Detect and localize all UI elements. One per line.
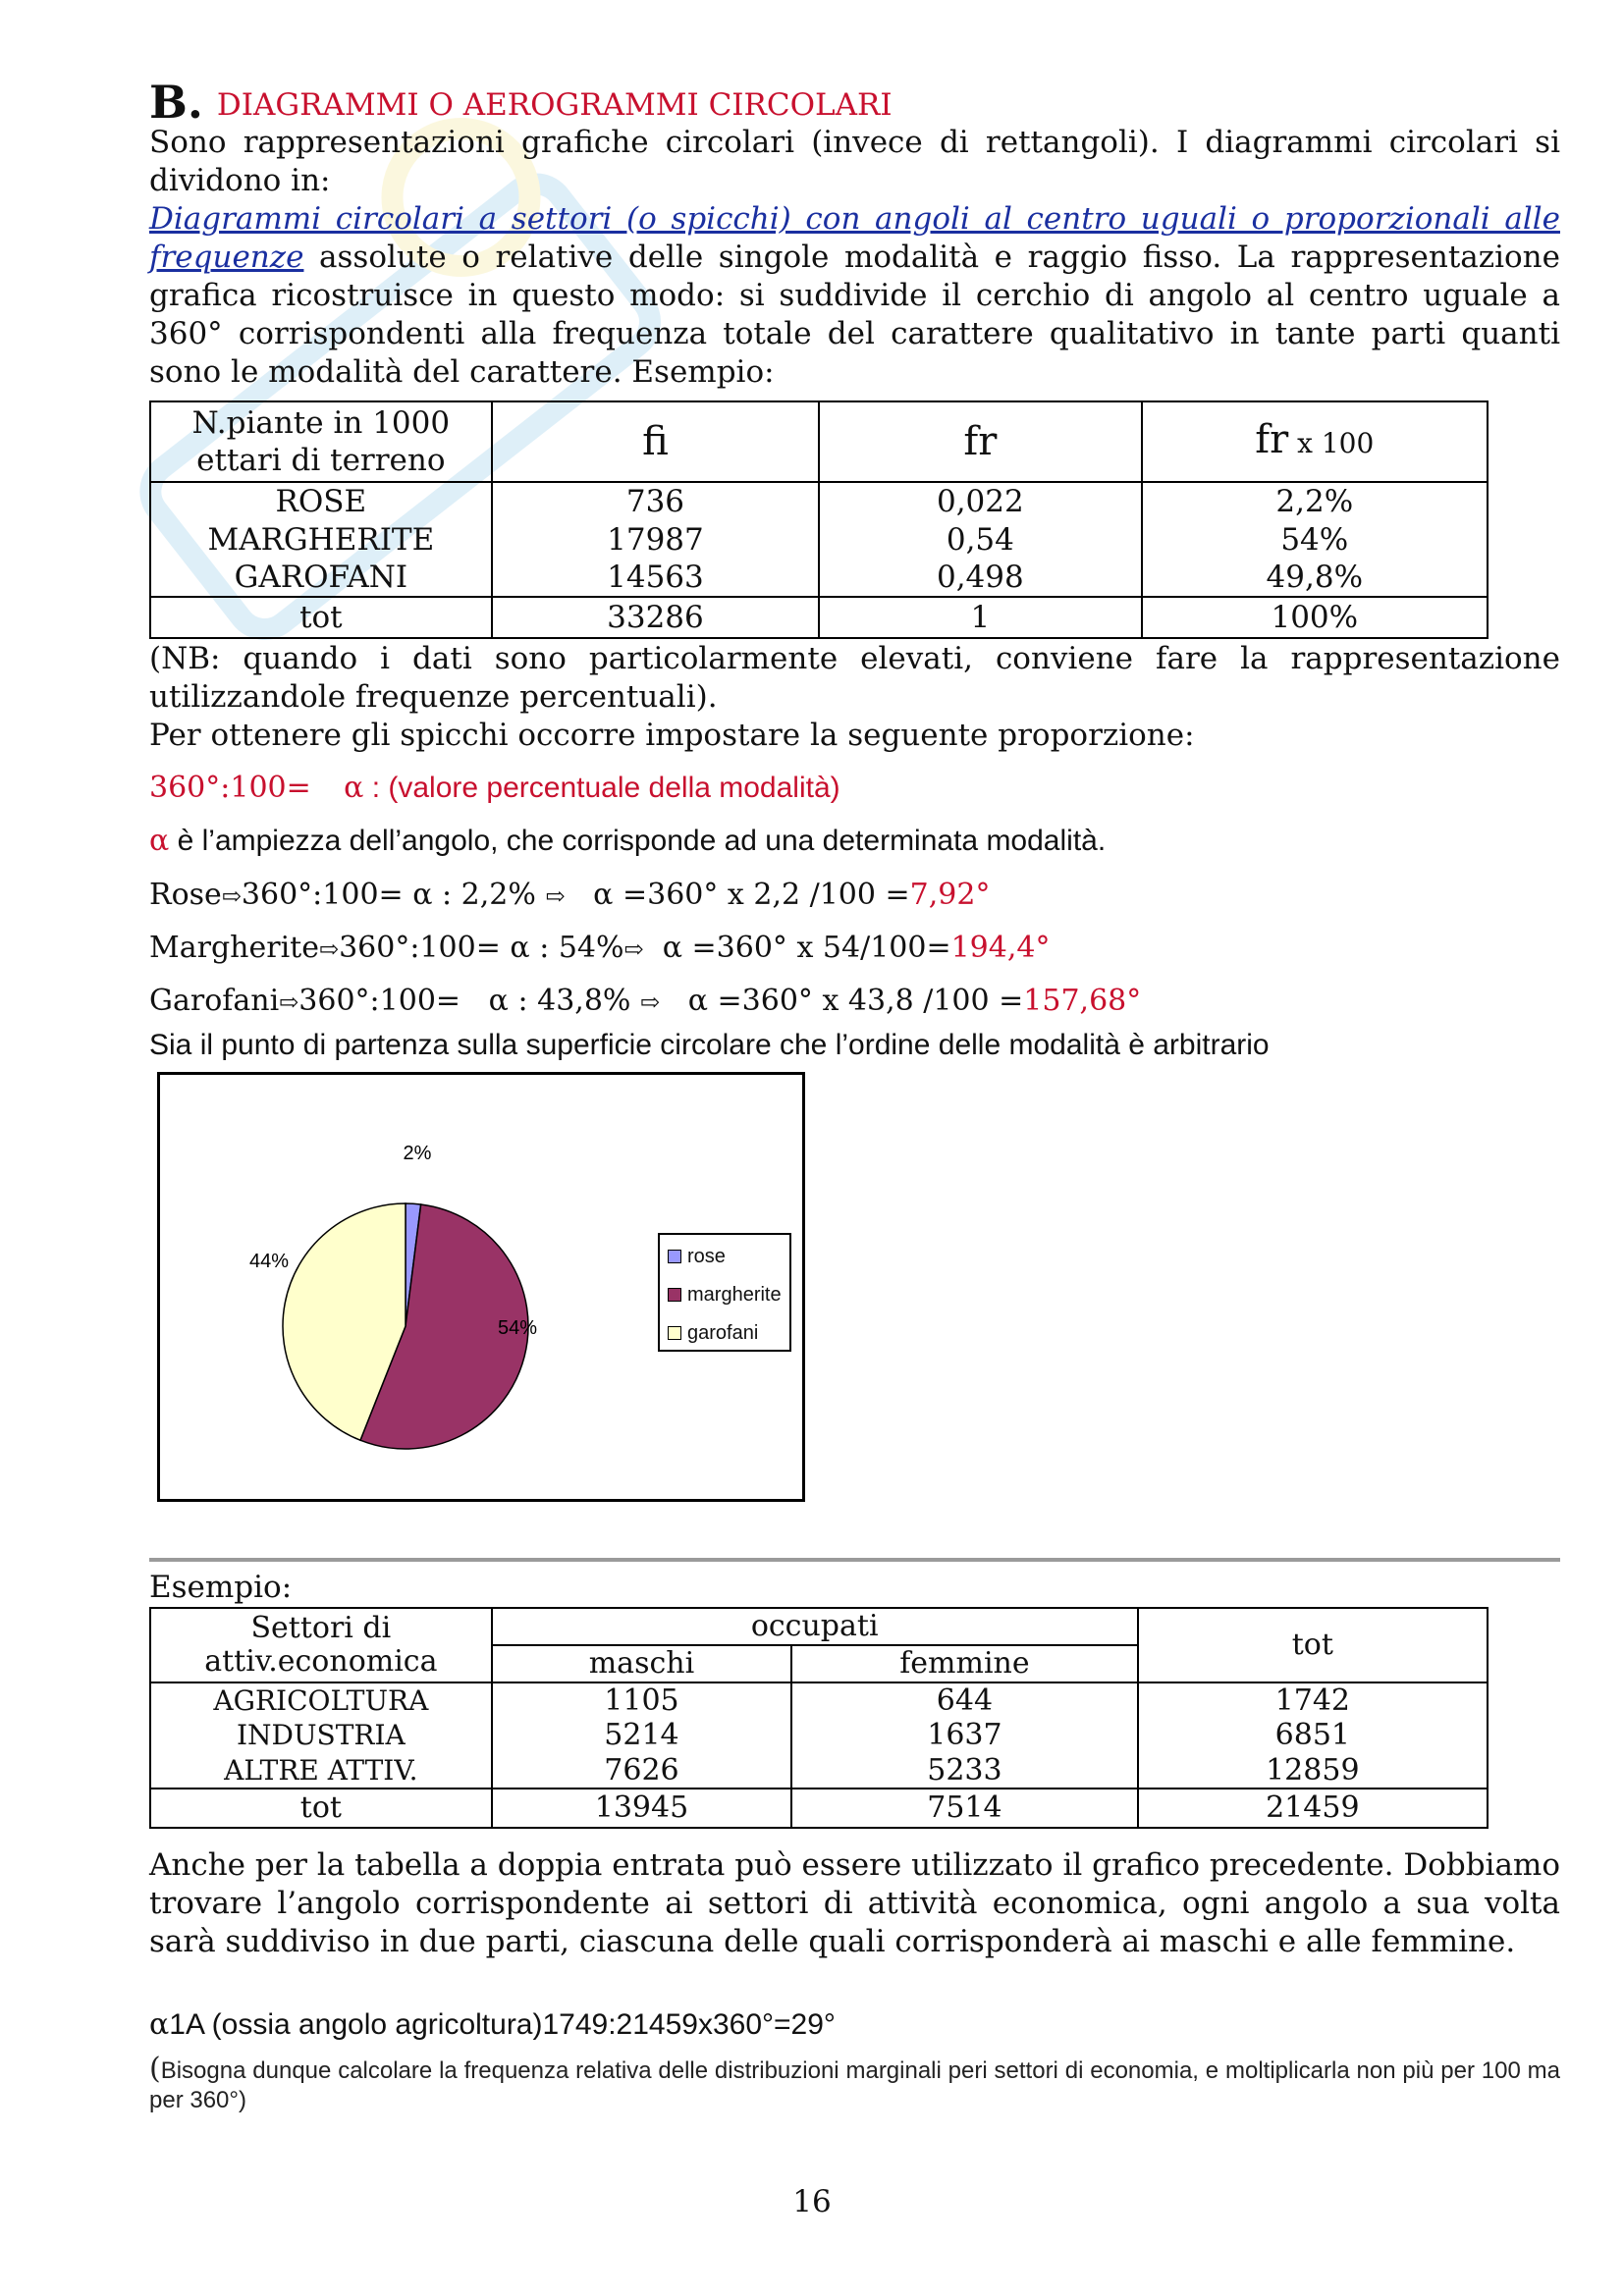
legend-swatch: [668, 1250, 681, 1263]
alpha-symbol: α: [149, 824, 170, 858]
table-row: [150, 559, 1488, 597]
spicchi-intro: Per ottenere gli spicchi occorre impostare la seguente proporzione:: [149, 718, 1195, 753]
section-divider: [149, 1558, 1560, 1562]
header-cell-maschi: maschi: [492, 1645, 791, 1682]
intro-paragraph-1: Sono rappresentazioni grafiche circolari (invece di rettangoli). I diagrammi circolari si dividono in:: [149, 125, 1560, 198]
legend-swatch: [668, 1326, 681, 1340]
pie-chart: [157, 1072, 805, 1502]
arrow-right-icon: ⇨: [318, 935, 340, 963]
flowers-frequency-table: [149, 400, 1489, 639]
row-label: MARGHERITE: [150, 520, 492, 559]
table-row: [150, 482, 1488, 520]
row-pct: 49,8%: [1142, 559, 1488, 597]
double-entry-paragraph: Anche per la tabella a doppia entrata può essere utilizzato il grafico precedente. Dobbiamo trovare l’angolo corrispondente ai settori di attività economica, ogni angolo a sua volta sarà suddiviso in due parti, ciascuna delle quali corrisponderà ai maschi e alle femmine.: [149, 1847, 1560, 1959]
row-pct: 2,2%: [1142, 482, 1488, 520]
table-row: [150, 1718, 1488, 1753]
row-fr: 0,54: [819, 520, 1141, 559]
row-femmine: 1637: [791, 1718, 1137, 1753]
header-cell-tot: tot: [1138, 1608, 1488, 1682]
arrow-right-icon: ⇨: [639, 988, 661, 1016]
final-note: (Bisogna dunque calcolare la frequenza relativa delle distribuzioni marginali peri settori di economia, e moltiplicarla non più per 100 ma per 360°): [149, 2052, 1560, 2113]
header-cell-plants: N.piante in 1000 ettari di terreno: [150, 401, 492, 482]
total-fi: 33286: [492, 597, 819, 638]
double-entry-block: [149, 1846, 1560, 1961]
header-cell-fr: fr: [819, 401, 1141, 482]
table-row: [150, 1753, 1488, 1789]
row-femmine: 644: [791, 1682, 1137, 1718]
row-fr: 0,498: [819, 559, 1141, 597]
pie-label-rose: 2%: [403, 1143, 432, 1164]
section-heading: [149, 76, 893, 129]
row-label: GAROFANI: [150, 559, 492, 597]
row-maschi: 5214: [492, 1718, 791, 1753]
table-row: [150, 520, 1488, 559]
note-block: [149, 640, 1560, 755]
calc-margherite: Margherite⇨360°:100= α : 54%⇨ α =360° x 54/100=194,4°: [149, 931, 1051, 965]
table-header-row: [150, 401, 1488, 482]
row-fi: 14563: [492, 559, 819, 597]
pie-label-garofani: 44%: [248, 1251, 289, 1272]
row-fr: 0,022: [819, 482, 1141, 520]
row-maschi: 7626: [492, 1753, 791, 1789]
row-label: ROSE: [150, 482, 492, 520]
pie-label-margherite: 54%: [497, 1317, 537, 1339]
row-maschi: 1105: [492, 1682, 791, 1718]
arrow-right-icon: ⇨: [623, 935, 644, 963]
result-garofani: 157,68°: [1023, 984, 1142, 1018]
row-label: AGRICOLTURA: [150, 1682, 492, 1718]
intro-block: [149, 124, 1560, 392]
nb-note: (NB: quando i dati sono particolarmente elevati, conviene fare la rappresentazione utilizzandole frequenze percentuali).: [149, 641, 1560, 715]
legend-swatch: [668, 1288, 681, 1302]
arrow-right-icon: ⇨: [221, 882, 242, 910]
alpha-symbol: α: [344, 771, 364, 805]
legend-item-rose: rose: [668, 1245, 726, 1268]
arbitrary-note: Sia il punto di partenza sulla superficie circolare che l’ordine delle modalità è arbitrario: [149, 1029, 1270, 1061]
page-number: 16: [792, 2184, 832, 2219]
legend-item-margherite: margherite: [668, 1283, 782, 1307]
row-pct: 54%: [1142, 520, 1488, 559]
header-cell-fr100: fr x 100: [1142, 401, 1488, 482]
table-total-row: [150, 597, 1488, 638]
header-cell-fi: fi: [492, 401, 819, 482]
arrow-right-icon: ⇨: [545, 882, 566, 910]
header-cell-occupati: occupati: [492, 1608, 1138, 1645]
section-title: DIAGRAMMI O AEROGRAMMI CIRCOLARI: [216, 87, 893, 123]
pie-definition-link[interactable]: Diagrammi circolari a settori (o spicchi) con angoli al centro uguali o proporzionali alle frequenze: [149, 201, 1560, 275]
arrow-right-icon: ⇨: [279, 988, 299, 1016]
total-label: tot: [150, 1789, 492, 1828]
table-total-row: [150, 1789, 1488, 1828]
proportion-formula: 360°:100= α : (valore percentuale della modalità): [149, 771, 840, 805]
legend-item-garofani: garofani: [668, 1321, 758, 1345]
table-header-row: [150, 1608, 1488, 1645]
example-label: Esempio:: [149, 1570, 293, 1605]
row-fi: 17987: [492, 520, 819, 559]
calc-rose: Rose⇨360°:100= α : 2,2% ⇨ α =360° x 2,2 /100 =7,92°: [149, 878, 991, 912]
intro-paragraph-2-text: assolute o relative delle singole modalità e raggio fisso. La rappresentazione grafica ricostruisce in questo modo: si suddivide il cerchio di angolo al centro uguale a 360° corrispondenti alla frequenza totale del carattere qualitativo in tante parti quanti sono le modalità del carattere. Esempio:: [149, 240, 1560, 390]
row-fi: 736: [492, 482, 819, 520]
row-tot: 1742: [1138, 1682, 1488, 1718]
calc-garofani: Garofani⇨360°:100= α : 43,8% ⇨ α =360° x 43,8 /100 =157,68°: [149, 984, 1142, 1018]
alpha-definition: α è l’ampiezza dell’angolo, che corrisponde ad una determinata modalità.: [149, 824, 1107, 858]
intro-paragraph-2: [149, 200, 1560, 392]
header-cell-settori: Settori di attiv.economica: [150, 1608, 492, 1682]
total-fr: 1: [819, 597, 1141, 638]
total-pct: 100%: [1142, 597, 1488, 638]
total-maschi: 13945: [492, 1789, 791, 1828]
row-femmine: 5233: [791, 1753, 1137, 1789]
header-cell-femmine: femmine: [791, 1645, 1137, 1682]
table-row: [150, 1682, 1488, 1718]
employment-table: [149, 1607, 1489, 1829]
result-rose: 7,92°: [909, 878, 991, 912]
total-tot: 21459: [1138, 1789, 1488, 1828]
total-femmine: 7514: [791, 1789, 1137, 1828]
total-label: tot: [150, 597, 492, 638]
row-tot: 12859: [1138, 1753, 1488, 1789]
section-letter: B.: [149, 76, 203, 129]
row-tot: 6851: [1138, 1718, 1488, 1753]
alpha-1a-formula: α1A (ossia angolo agricoltura)1749:21459x360°=29°: [149, 2007, 836, 2042]
chart-legend: [658, 1233, 791, 1352]
result-margherite: 194,4°: [950, 931, 1051, 965]
row-label: INDUSTRIA: [150, 1718, 492, 1753]
row-label: ALTRE ATTIV.: [150, 1753, 492, 1789]
